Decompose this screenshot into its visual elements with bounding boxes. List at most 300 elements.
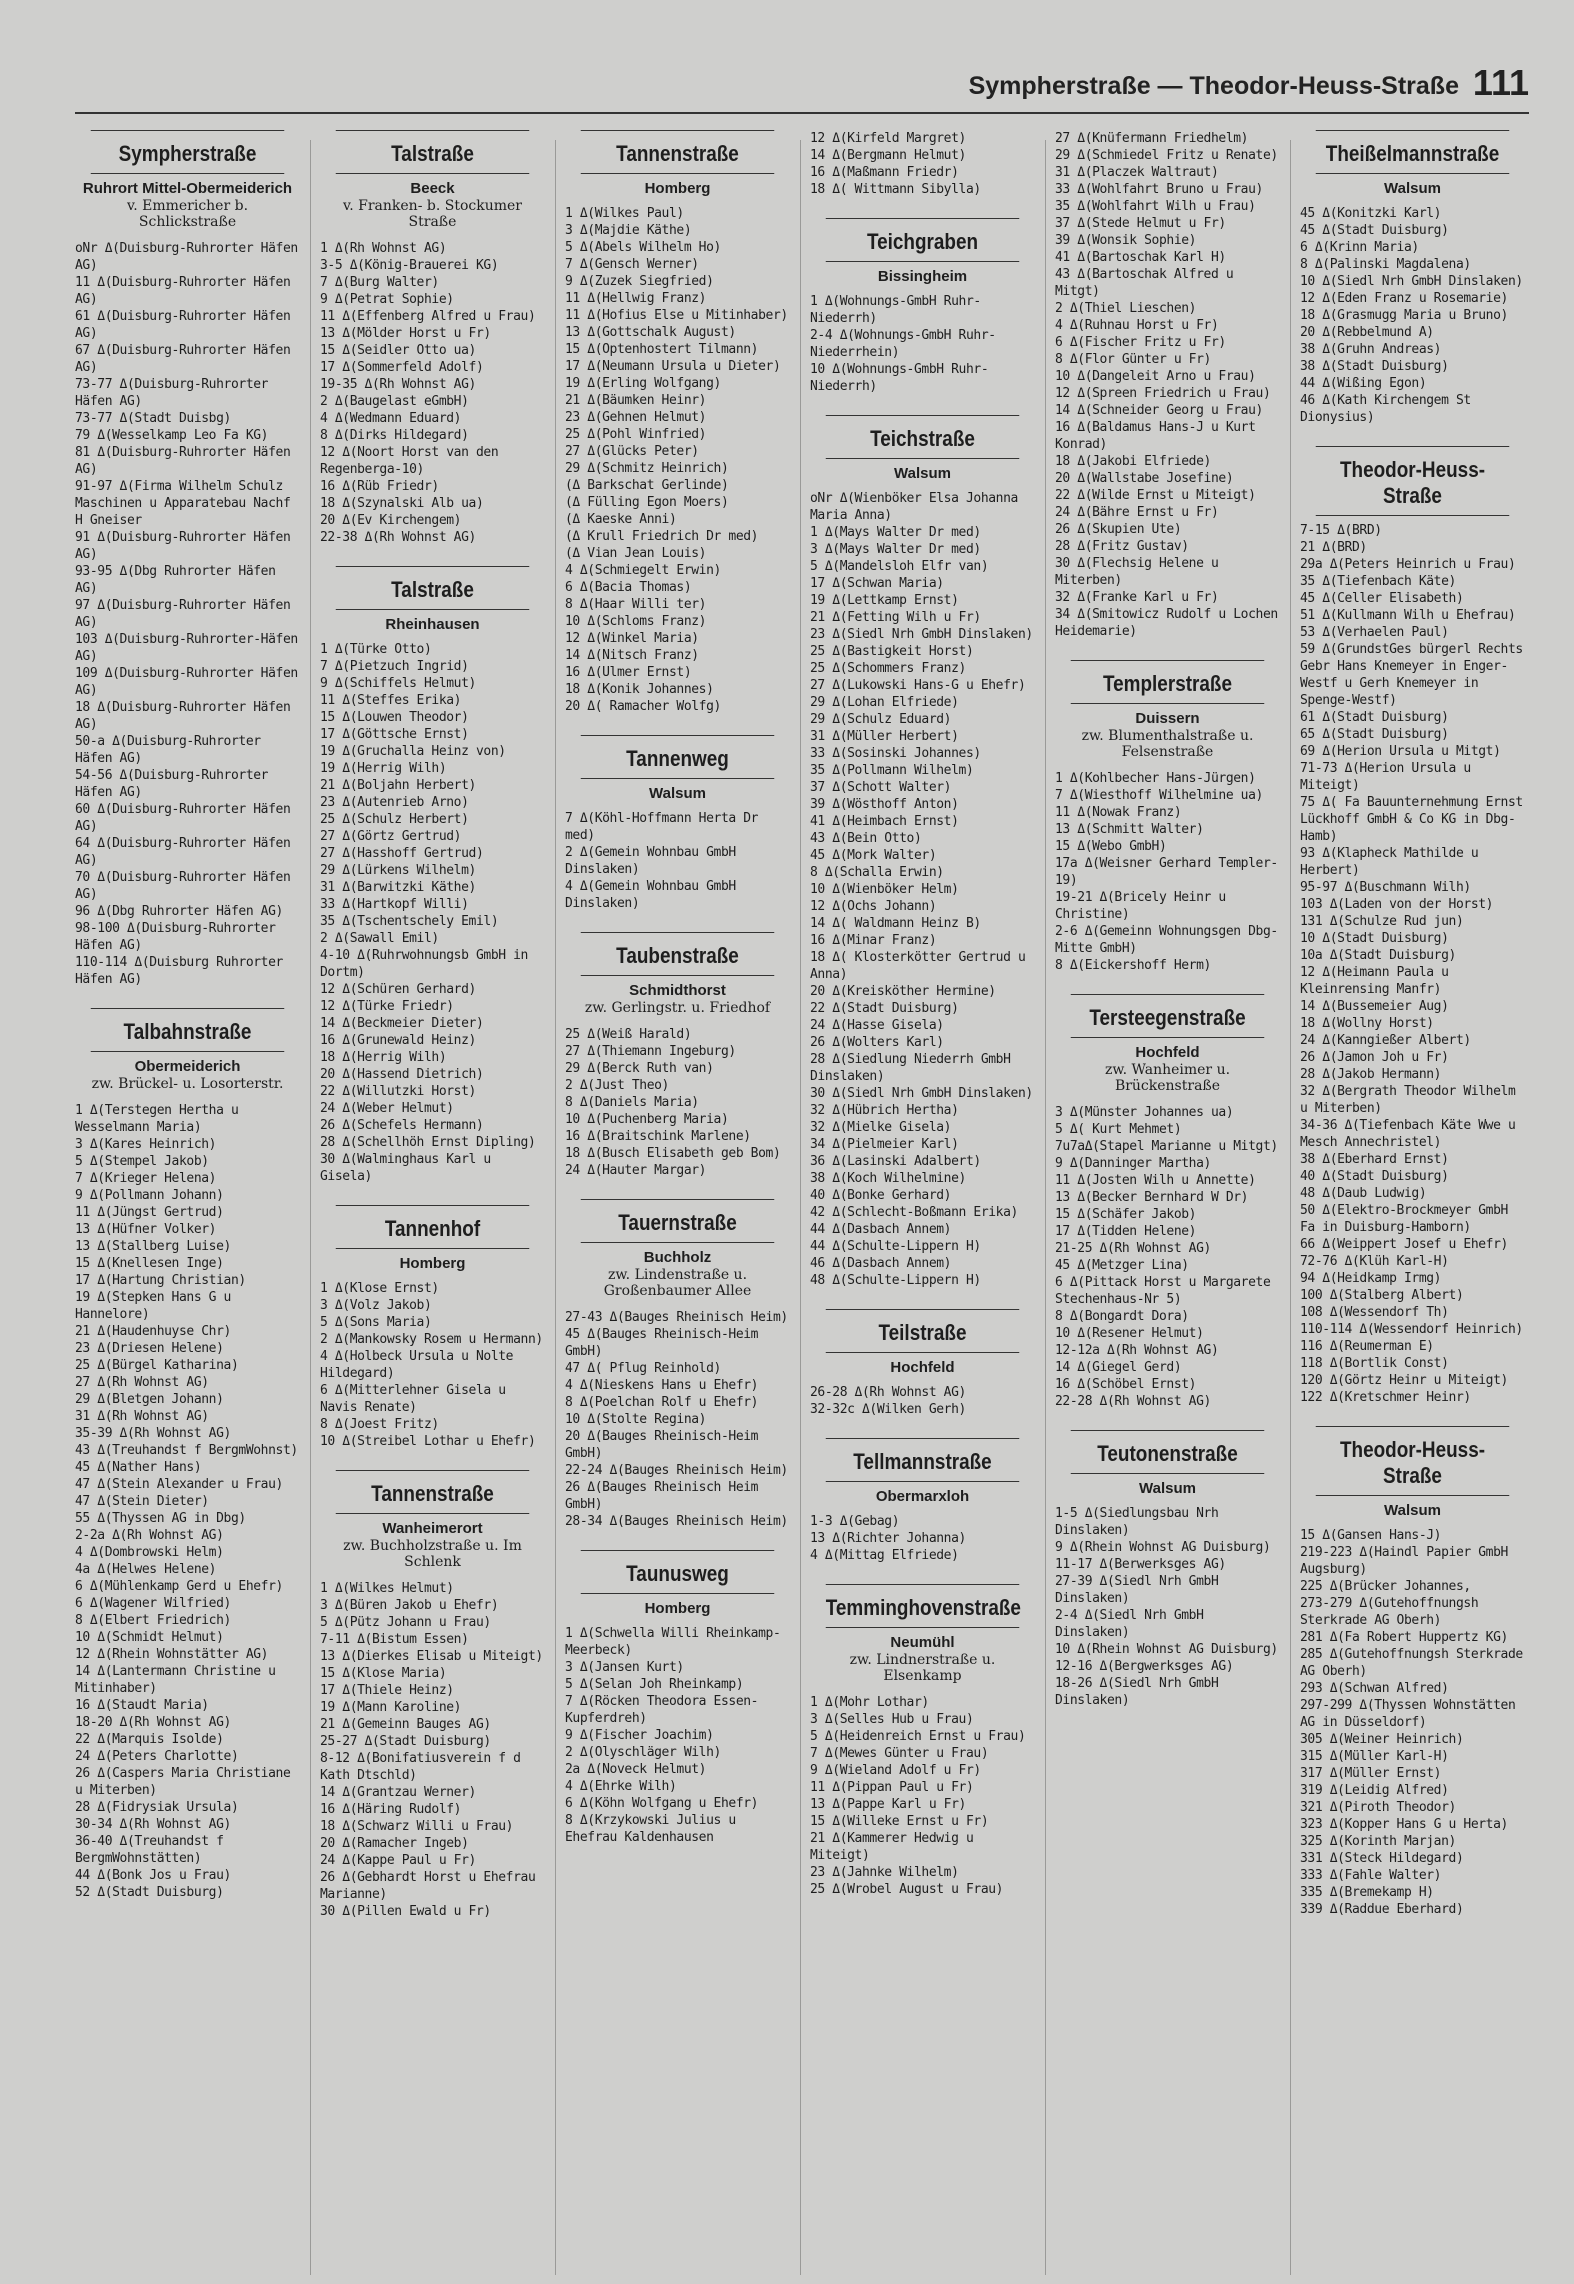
address-entry: 4 Δ(Wedmann Eduard) — [320, 411, 462, 426]
address-entry: 34 Δ(Smitowicz Rudolf u Lochen Heidemarie) — [1055, 607, 1278, 639]
address-entry: 1 Δ(Wilkes Paul) — [565, 206, 684, 221]
address-entry: 28 Δ(Fidrysiak Ursula) — [75, 1800, 239, 1815]
address-entry: 24 Δ(Weber Helmut) — [320, 1101, 454, 1116]
address-entry: 2 Δ(Mankowsky Rosem u Hermann) — [320, 1332, 543, 1347]
address-entry: 11 Δ(Steffes Erika) — [320, 693, 462, 708]
address-entry: 11 Δ(Josten Wilh u Annette) — [1055, 1173, 1256, 1188]
address-entry: 11 Δ(Duisburg-Ruhrorter Häfen AG) — [75, 275, 291, 307]
address-entry: 17 Δ(Sommerfeld Adolf) — [320, 360, 484, 375]
address-entry: 17 Δ(Hartung Christian) — [75, 1273, 246, 1288]
address-entry: 15 Δ(Optenhostert Tilmann) — [565, 342, 759, 357]
address-entry: 98-100 Δ(Duisburg-Ruhrorter Häfen AG) — [75, 921, 276, 953]
address-entry: 37 Δ(Schott Walter) — [810, 780, 952, 795]
address-entry: 2a Δ(Noveck Helmut) — [565, 1762, 707, 1777]
address-entry: 26 Δ(Bauges Rheinisch Heim GmbH) — [565, 1480, 759, 1512]
street-name: Tannenweg — [581, 735, 775, 779]
address-entry: 12 Δ(Heimann Paula u Kleinrensing Manfr) — [1300, 965, 1449, 997]
address-entry: 67 Δ(Duisburg-Ruhrorter Häfen AG) — [75, 343, 291, 375]
street-section — [810, 1309, 1035, 1418]
address-entry: 43 Δ(Treuhandst f BergmWohnst) — [75, 1443, 298, 1458]
street-section — [810, 415, 1035, 1289]
address-entry: 25 Δ(Pohl Winfried) — [565, 427, 707, 442]
address-entry: 1 Δ(Kohlbecher Hans-Jürgen) — [1055, 771, 1256, 786]
address-entry: 33 Δ(Wohlfahrt Bruno u Frau) — [1055, 182, 1263, 197]
address-entry: 19 Δ(Mann Karoline) — [320, 1700, 462, 1715]
address-entry: 29 Δ(Schmiedel Fritz u Renate) — [1055, 148, 1278, 163]
address-entry: 38 Δ(Stadt Duisburg) — [1300, 359, 1449, 374]
address-entry: 16 Δ(Häring Rudolf) — [320, 1802, 462, 1817]
address-entry: 7 Δ(Pietzuch Ingrid) — [320, 659, 469, 674]
street-name: Temminghovenstraße — [826, 1584, 1020, 1628]
address-entry: 30-34 Δ(Rh Wohnst AG) — [75, 1817, 231, 1832]
address-entry: 21 Δ(Bäumken Heinr) — [565, 393, 707, 408]
address-entry: 96 Δ(Dbg Ruhrorter Häfen AG) — [75, 904, 283, 919]
address-entry: 66 Δ(Weippert Josef u Ehefr) — [1300, 1237, 1508, 1252]
district-name: Ruhrort Mittel-Obermeiderich — [82, 180, 293, 197]
address-entry: 51 Δ(Kullmann Wilh u Ehefrau) — [1300, 608, 1516, 623]
address-entry: 22 Δ(Stadt Duisburg) — [810, 1001, 959, 1016]
address-entry: (Δ Barkschat Gerlinde) — [565, 478, 729, 493]
column-divider — [1045, 140, 1046, 2275]
street-range-note: v. Emmericher b. Schlickstraße — [126, 198, 249, 230]
address-entry: 27 Δ(Görtz Gertrud) — [320, 829, 462, 844]
street-section — [810, 1584, 1035, 1898]
address-entry: 15 Δ(Webo GmbH) — [1055, 839, 1167, 854]
address-entry: 1 Δ(Rh Wohnst AG) — [320, 241, 447, 256]
street-range-note: v. Franken- b. Stockumer Straße — [343, 198, 522, 230]
street-section — [810, 1438, 1035, 1564]
address-entry: 61 Δ(Stadt Duisburg) — [1300, 710, 1449, 725]
address-entry: (Δ Fülling Egon Moers) — [565, 495, 729, 510]
address-entry: 6 Δ(Krinn Maria) — [1300, 240, 1419, 255]
street-name: Talstraße — [336, 566, 530, 610]
address-entry: 16 Δ(Baldamus Hans-J u Kurt Konrad) — [1055, 420, 1256, 452]
address-entry: 43 Δ(Bartoschak Alfred u Mitgt) — [1055, 267, 1234, 299]
address-entry: 35 Δ(Tiefenbach Käte) — [1300, 574, 1456, 589]
address-entry: 109 Δ(Duisburg-Ruhrorter Häfen AG) — [75, 666, 298, 698]
address-entry: 5 Δ( Kurt Mehmet) — [1055, 1122, 1182, 1137]
address-entry: 116 Δ(Reumerman E) — [1300, 1339, 1434, 1354]
address-entry: 13 Δ(Stallberg Luise) — [75, 1239, 231, 1254]
address-entry: 24 Δ(Peters Charlotte) — [75, 1749, 239, 1764]
address-entry: 28-34 Δ(Bauges Rheinisch Heim) — [565, 1514, 788, 1529]
column-divider — [555, 140, 556, 2275]
address-entry: 47 Δ( Pflug Reinhold) — [565, 1361, 721, 1376]
street-section — [1300, 130, 1525, 426]
address-entry: 22 Δ(Willutzki Horst) — [320, 1084, 476, 1099]
column-6 — [1300, 130, 1525, 2275]
address-entry: 35-39 Δ(Rh Wohnst AG) — [75, 1426, 231, 1441]
address-entry: 26 Δ(Jamon Joh u Fr) — [1300, 1050, 1449, 1065]
address-entry: 19 Δ(Erling Wolfgang) — [565, 376, 721, 391]
address-entry: 333 Δ(Fahle Walter) — [1300, 1868, 1442, 1883]
address-entry: 5 Δ(Mandelsloh Elfr van) — [810, 559, 989, 574]
address-entry: 9 Δ(Danninger Martha) — [1055, 1156, 1211, 1171]
address-entry: 13 Δ(Mölder Horst u Fr) — [320, 326, 491, 341]
address-entry: 16 Δ(Grunewald Heinz) — [320, 1033, 476, 1048]
street-section — [1300, 1426, 1525, 1918]
address-entry: 11 Δ(Pippan Paul u Fr) — [810, 1780, 974, 1795]
address-entry: 2-6 Δ(Gemeinn Wohnungsgen Dbg-Mitte GmbH) — [1055, 924, 1278, 956]
address-entry: 293 Δ(Schwan Alfred) — [1300, 1681, 1449, 1696]
address-entry: 2-2a Δ(Rh Wohnst AG) — [75, 1528, 224, 1543]
address-entry: 43 Δ(Bein Otto) — [810, 831, 922, 846]
address-entry: 18 Δ(Grasmugg Maria u Bruno) — [1300, 308, 1508, 323]
address-entry: 17 Δ(Göttsche Ernst) — [320, 727, 469, 742]
district-name: Homberg — [399, 1255, 466, 1272]
street-name: Teilstraße — [826, 1309, 1020, 1353]
address-entry: 7 Δ(Mewes Günter u Frau) — [810, 1746, 989, 1761]
address-entry: 9 Δ(Zuzek Siegfried) — [565, 274, 714, 289]
address-entry: 219-223 Δ(Haindl Papier GmbH Augsburg) — [1300, 1545, 1508, 1577]
address-entry: 18 Δ(Wollny Horst) — [1300, 1016, 1434, 1031]
address-entry: 59 Δ(GrundstGes bürgerl Rechts Gebr Hans Knemeyer in Enger-Westf u Gerh Knemeyer in Spenge-Westf) — [1300, 642, 1523, 708]
address-entry: 12 Δ(Winkel Maria) — [565, 631, 699, 646]
address-entry: 21 Δ(Kammerer Hedwig u Miteigt) — [810, 1831, 974, 1863]
district-name: Hochfeld — [890, 1359, 955, 1376]
column-1 — [75, 130, 300, 2275]
address-entry: 30 Δ(Walminghaus Karl u Gisela) — [320, 1152, 491, 1184]
address-entry: 26-28 Δ(Rh Wohnst AG) — [810, 1385, 966, 1400]
address-entry: 24 Δ(Hauter Margar) — [565, 1163, 707, 1178]
address-entry: 50-a Δ(Duisburg-Ruhrorter Häfen AG) — [75, 734, 261, 766]
address-entry: 10 Δ(Stadt Duisburg) — [1300, 931, 1449, 946]
address-entry: 10 Δ(Schloms Franz) — [565, 614, 707, 629]
address-entry: 6 Δ(Köhn Wolfgang u Ehefr) — [565, 1796, 759, 1811]
street-range-note: zw. Brückel- u. Losorterstr. — [91, 1076, 284, 1092]
address-entry: 44 Δ(Schulte-Lippern H) — [810, 1239, 981, 1254]
address-entry: 20 Δ( Ramacher Wolfg) — [565, 699, 721, 714]
column-2 — [320, 130, 545, 2275]
street-range-note: zw. Blumenthalstraße u. Felsenstraße — [1081, 728, 1254, 760]
address-entry: 26 Δ(Schefels Hermann) — [320, 1118, 484, 1133]
address-entry: 13 Δ(Hüfner Volker) — [75, 1222, 217, 1237]
address-entry: 29 Δ(Berck Ruth van) — [565, 1061, 714, 1076]
district-name: Duissern — [1135, 710, 1200, 727]
address-entry: 8 Δ(Haar Willi ter) — [565, 597, 707, 612]
address-entry: 31 Δ(Barwitzki Käthe) — [320, 880, 476, 895]
street-name: Tauernstraße — [581, 1199, 775, 1243]
address-entry: 21 Δ(Boljahn Herbert) — [320, 778, 476, 793]
address-entry: 5 Δ(Selan Joh Rheinkamp) — [565, 1677, 744, 1692]
address-entry: 25-27 Δ(Stadt Duisburg) — [320, 1734, 491, 1749]
address-entry: 19-21 Δ(Bricely Heinr u Christine) — [1055, 890, 1226, 922]
address-entry: 40 Δ(Bonke Gerhard) — [810, 1188, 952, 1203]
page-number: 111 — [1472, 62, 1529, 103]
address-entry: 14 Δ(Grantzau Werner) — [320, 1785, 476, 1800]
address-entry: 27-39 Δ(Siedl Nrh GmbH Dinslaken) — [1055, 1574, 1219, 1606]
street-section — [320, 566, 545, 1185]
address-entry: 273-279 Δ(Gutehoffnungsh Sterkrade AG Oberh) — [1300, 1596, 1479, 1628]
address-entry: 12 Δ(Noort Horst van den Regenberga-10) — [320, 445, 499, 477]
address-entry: 45 Δ(Mork Walter) — [810, 848, 937, 863]
address-entry: 20 Δ(Rebbelmund A) — [1300, 325, 1434, 340]
address-entry: 39 Δ(Wösthoff Anton) — [810, 797, 959, 812]
address-entry: 28 Δ(Jakob Hermann) — [1300, 1067, 1442, 1082]
address-entry: 9 Δ(Wieland Adolf u Fr) — [810, 1763, 981, 1778]
address-entry: 4 Δ(Holbeck Ursula u Nolte Hildegard) — [320, 1349, 514, 1381]
address-entry: 20 Δ(Ev Kirchengem) — [320, 513, 462, 528]
street-name: Theißelmannstraße — [1316, 130, 1510, 174]
address-entry: 2 Δ(Baugelast eGmbH) — [320, 394, 469, 409]
street-section — [1055, 130, 1280, 640]
street-section — [320, 1470, 545, 1920]
address-entry: 335 Δ(Bremekamp H) — [1300, 1885, 1434, 1900]
address-entry: 22 Δ(Marquis Isolde) — [75, 1732, 224, 1747]
column-divider — [1290, 140, 1291, 2275]
address-entry: 15 Δ(Seidler Otto ua) — [320, 343, 476, 358]
address-entry: 3 Δ(Kares Heinrich) — [75, 1137, 217, 1152]
address-entry: 95-97 Δ(Buschmann Wilh) — [1300, 880, 1471, 895]
column-divider — [310, 140, 311, 2275]
address-entry: 81 Δ(Duisburg-Ruhrorter Häfen AG) — [75, 445, 291, 477]
street-section — [810, 130, 1035, 198]
address-entry: 44 Δ(Wißing Egon) — [1300, 376, 1427, 391]
address-entry: 4 Δ(Nieskens Hans u Ehefr) — [565, 1378, 759, 1393]
address-entry: 6 Δ(Mühlenkamp Gerd u Ehefr) — [75, 1579, 283, 1594]
address-entry: 21-25 Δ(Rh Wohnst AG) — [1055, 1241, 1211, 1256]
district-name: Homberg — [644, 180, 711, 197]
address-entry: 5 Δ(Heidenreich Ernst u Frau) — [810, 1729, 1026, 1744]
address-entry: 91 Δ(Duisburg-Ruhrorter Häfen AG) — [75, 530, 291, 562]
address-entry: 46 Δ(Kath Kirchengem St Dionysius) — [1300, 393, 1471, 425]
address-entry: 8 Δ(Joest Fritz) — [320, 1417, 439, 1432]
address-entry: 16 Δ(Ulmer Ernst) — [565, 665, 692, 680]
address-entry: 9 Δ(Rhein Wohnst AG Duisburg) — [1055, 1540, 1271, 1555]
address-entry: 1-5 Δ(Siedlungsbau Nrh Dinslaken) — [1055, 1506, 1219, 1538]
address-entry: 21 Δ(Gemeinn Bauges AG) — [320, 1717, 491, 1732]
street-range-note: zw. Lindenstraße u. Großenbaumer Allee — [603, 1267, 752, 1299]
street-name: Teutonenstraße — [1071, 1430, 1265, 1474]
address-entry: 18 Δ( Wittmann Sibylla) — [810, 182, 981, 197]
address-entry: 1 Δ(Klose Ernst) — [320, 1281, 439, 1296]
address-entry: 45 Δ(Nather Hans) — [75, 1460, 202, 1475]
address-entry: 93-95 Δ(Dbg Ruhrorter Häfen AG) — [75, 564, 276, 596]
address-entry: 10 Δ(Puchenberg Maria) — [565, 1112, 729, 1127]
address-entry: 79 Δ(Wesselkamp Leo Fa KG) — [75, 428, 269, 443]
address-entry: 18 Δ(Szynalski Alb ua) — [320, 496, 484, 511]
address-entry: 6 Δ(Bacia Thomas) — [565, 580, 692, 595]
address-entry: 16 Δ(Braitschink Marlene) — [565, 1129, 751, 1144]
address-entry: 18 Δ(Herrig Wilh) — [320, 1050, 447, 1065]
address-entry: 3 Δ(Jansen Kurt) — [565, 1660, 684, 1675]
address-entry: 4-10 Δ(Ruhrwohnungsb GmbH in Dortm) — [320, 948, 528, 980]
address-entry: 6 Δ(Fischer Fritz u Fr) — [1055, 335, 1226, 350]
district-name: Hochfeld — [1135, 1044, 1200, 1061]
directory-columns — [75, 130, 1529, 2275]
address-entry: (Δ Vian Jean Louis) — [565, 546, 707, 561]
address-entry: 35 Δ(Pollmann Wilhelm) — [810, 763, 974, 778]
address-entry: 45 Δ(Metzger Lina) — [1055, 1258, 1189, 1273]
address-entry: 17 Δ(Tidden Helene) — [1055, 1224, 1197, 1239]
address-entry: 20 Δ(Bauges Rheinisch-Heim GmbH) — [565, 1429, 759, 1461]
address-entry: 4 Δ(Gemein Wohnbau GmbH Dinslaken) — [565, 879, 736, 911]
street-section — [75, 130, 300, 988]
address-entry: 15 Δ(Knellesen Inge) — [75, 1256, 224, 1271]
address-entry: 22-38 Δ(Rh Wohnst AG) — [320, 530, 476, 545]
district-name: Bissingheim — [877, 268, 968, 285]
address-entry: (Δ Kaeske Anni) — [565, 512, 677, 527]
address-entry: 10 Δ(Resener Helmut) — [1055, 1326, 1204, 1341]
address-entry: 8 Δ(Poelchan Rolf u Ehefr) — [565, 1395, 759, 1410]
address-entry: 10 Δ(Streibel Lothar u Ehefr) — [320, 1434, 536, 1449]
address-entry: 4a Δ(Helwes Helene) — [75, 1562, 217, 1577]
address-entry: 30 Δ(Flechsig Helene u Miterben) — [1055, 556, 1219, 588]
address-entry: 12 Δ(Schüren Gerhard) — [320, 982, 476, 997]
address-entry: 50 Δ(Elektro-Brockmeyer GmbH Fa in Duisburg-Hamborn) — [1300, 1203, 1508, 1235]
address-entry: 131 Δ(Schulze Rud jun) — [1300, 914, 1464, 929]
address-entry: 103 Δ(Duisburg-Ruhrorter-Häfen AG) — [75, 632, 298, 664]
address-entry: 18 Δ(Schwarz Willi u Frau) — [320, 1819, 514, 1834]
address-entry: 18 Δ(Jakobi Elfriede) — [1055, 454, 1211, 469]
address-entry: 25 Δ(Schulz Herbert) — [320, 812, 469, 827]
address-entry: 14 Δ(Bergmann Helmut) — [810, 148, 966, 163]
address-entry: 8 Δ(Schalla Erwin) — [810, 865, 944, 880]
address-entry: 3 Δ(Mays Walter Dr med) — [810, 542, 981, 557]
address-entry: 11 Δ(Nowak Franz) — [1055, 805, 1182, 820]
address-entry: 45 Δ(Konitzki Karl) — [1300, 206, 1442, 221]
address-entry: 24 Δ(Kappe Paul u Fr) — [320, 1853, 476, 1868]
district-name: Walsum — [1139, 1480, 1196, 1497]
address-entry: 7 Δ(Gensch Werner) — [565, 257, 699, 272]
district-name: Walsum — [1384, 180, 1441, 197]
address-entry: (Δ Krull Friedrich Dr med) — [565, 529, 759, 544]
address-entry: 29 Δ(Schmitz Heinrich) — [565, 461, 729, 476]
address-entry: 14 Δ(Giegel Gerd) — [1055, 1360, 1182, 1375]
address-entry: 20 Δ(Hassend Dietrich) — [320, 1067, 484, 1082]
address-entry: 27 Δ(Thiemann Ingeburg) — [565, 1044, 736, 1059]
address-entry: 55 Δ(Thyssen AG in Dbg) — [75, 1511, 246, 1526]
address-entry: 97 Δ(Duisburg-Ruhrorter Häfen AG) — [75, 598, 291, 630]
address-entry: 25 Δ(Schommers Franz) — [810, 661, 966, 676]
address-entry: 38 Δ(Koch Wilhelmine) — [810, 1171, 966, 1186]
address-entry: 31 Δ(Rh Wohnst AG) — [75, 1409, 209, 1424]
address-entry: 41 Δ(Heimbach Ernst) — [810, 814, 959, 829]
address-entry: 61 Δ(Duisburg-Ruhrorter Häfen AG) — [75, 309, 291, 341]
district-name: Obermeiderich — [134, 1058, 241, 1075]
address-entry: 15 Δ(Willeke Ernst u Fr) — [810, 1814, 989, 1829]
column-3 — [565, 130, 790, 2275]
address-entry: 14 Δ( Waldmann Heinz B) — [810, 916, 981, 931]
address-entry: 331 Δ(Steck Hildegard) — [1300, 1851, 1464, 1866]
address-entry: 18 Δ(Busch Elisabeth geb Bom) — [565, 1146, 781, 1161]
address-entry: 18-26 Δ(Siedl Nrh GmbH Dinslaken) — [1055, 1676, 1219, 1708]
address-entry: 1 Δ(Wilkes Helmut) — [320, 1581, 454, 1596]
street-range-note: zw. Gerlingstr. u. Friedhof — [584, 1000, 771, 1016]
address-entry: 1 Δ(Türke Otto) — [320, 642, 432, 657]
address-entry: 225 Δ(Brücker Johannes, — [1300, 1579, 1471, 1594]
address-entry: 24 Δ(Bähre Ernst u Fr) — [1055, 505, 1219, 520]
address-entry: 35 Δ(Tschentschely Emil) — [320, 914, 499, 929]
address-entry: 122 Δ(Kretschmer Heinr) — [1300, 1390, 1471, 1405]
address-entry: 71-73 Δ(Herion Ursula u Miteigt) — [1300, 761, 1471, 793]
address-entry: 36 Δ(Lasinski Adalbert) — [810, 1154, 981, 1169]
street-section — [565, 1199, 790, 1530]
address-entry: 281 Δ(Fa Robert Huppertz KG) — [1300, 1630, 1508, 1645]
address-entry: 21 Δ(Haudenhuyse Chr) — [75, 1324, 231, 1339]
address-entry: 18 Δ( Klosterkötter Gertrud u Anna) — [810, 950, 1026, 982]
address-entry: 25 Δ(Bürgel Katharina) — [75, 1358, 239, 1373]
address-entry: 27 Δ(Rh Wohnst AG) — [75, 1375, 209, 1390]
address-entry: 22-28 Δ(Rh Wohnst AG) — [1055, 1394, 1211, 1409]
address-entry: 13 Δ(Gottschalk August) — [565, 325, 736, 340]
address-entry: 94 Δ(Heidkamp Irmg) — [1300, 1271, 1442, 1286]
address-entry: 48 Δ(Daub Ludwig) — [1300, 1186, 1427, 1201]
address-entry: 8 Δ(Palinski Magdalena) — [1300, 257, 1471, 272]
street-name: Talstraße — [336, 130, 530, 174]
address-entry: 16 Δ(Maßmann Friedr) — [810, 165, 959, 180]
address-entry: 44 Δ(Bonk Jos u Frau) — [75, 1868, 231, 1883]
address-entry: 4 Δ(Dombrowski Helm) — [75, 1545, 224, 1560]
address-entry: 23 Δ(Siedl Nrh GmbH Dinslaken) — [810, 627, 1033, 642]
district-name: Walsum — [649, 785, 706, 802]
street-name: Tannenhof — [336, 1205, 530, 1249]
address-entry: 339 Δ(Raddue Eberhard) — [1300, 1902, 1464, 1917]
address-entry: 8 Δ(Flor Günter u Fr) — [1055, 352, 1211, 367]
address-entry: 23 Δ(Gehnen Helmut) — [565, 410, 707, 425]
street-section — [565, 130, 790, 715]
street-name: Theodor-Heuss-Straße — [1316, 1426, 1510, 1496]
district-name: Schmidthorst — [629, 982, 726, 999]
address-entry: 32 Δ(Bergrath Theodor Wilhelm u Miterben) — [1300, 1084, 1516, 1116]
address-entry: 23 Δ(Jahnke Wilhelm) — [810, 1865, 959, 1880]
address-entry: 18-20 Δ(Rh Wohnst AG) — [75, 1715, 231, 1730]
address-entry: 27 Δ(Glücks Peter) — [565, 444, 699, 459]
address-entry: 2 Δ(Just Theo) — [565, 1078, 669, 1093]
address-entry: 32 Δ(Franke Karl u Fr) — [1055, 590, 1219, 605]
street-section — [75, 1008, 300, 1901]
address-entry: 27 Δ(Lukowski Hans-G u Ehefr) — [810, 678, 1026, 693]
street-section — [565, 932, 790, 1179]
address-entry: 3 Δ(Volz Jakob) — [320, 1298, 432, 1313]
address-entry: 317 Δ(Müller Ernst) — [1300, 1766, 1442, 1781]
address-entry: 4 Δ(Schmiegelt Erwin) — [565, 563, 721, 578]
address-entry: 12 Δ(Kirfeld Margret) — [810, 131, 966, 146]
address-entry: 1 Δ(Schwella Willi Rheinkamp-Meerbeck) — [565, 1626, 781, 1658]
address-entry: 3 Δ(Selles Hub u Frau) — [810, 1712, 974, 1727]
address-entry: 22-24 Δ(Bauges Rheinisch Heim) — [565, 1463, 788, 1478]
address-entry: 2 Δ(Thiel Lieschen) — [1055, 301, 1197, 316]
address-entry: 319 Δ(Leidig Alfred) — [1300, 1783, 1449, 1798]
address-entry: 2-4 Δ(Siedl Nrh GmbH Dinslaken) — [1055, 1608, 1204, 1640]
address-entry: 11 Δ(Jüngst Gertrud) — [75, 1205, 224, 1220]
address-entry: 54-56 Δ(Duisburg-Ruhrorter Häfen AG) — [75, 768, 269, 800]
address-entry: 75 Δ( Fa Bauunternehmung Ernst Lückhoff GmbH & Co KG in Dbg-Hamb) — [1300, 795, 1523, 844]
street-name: Teichgraben — [826, 218, 1020, 262]
address-entry: 45 Δ(Bauges Rheinisch-Heim GmbH) — [565, 1327, 759, 1359]
address-entry: 34 Δ(Pielmeier Karl) — [810, 1137, 959, 1152]
street-range-note: zw. Buchholzstraße u. Im Schlenk — [343, 1538, 522, 1570]
address-entry: 315 Δ(Müller Karl-H) — [1300, 1749, 1449, 1764]
address-entry: 30 Δ(Pillen Ewald u Fr) — [320, 1904, 491, 1919]
address-entry: 15 Δ(Louwen Theodor) — [320, 710, 469, 725]
address-entry: 3-5 Δ(König-Brauerei KG) — [320, 258, 499, 273]
address-entry: 12 Δ(Ochs Johann) — [810, 899, 937, 914]
address-entry: 4 Δ(Ehrke Wilh) — [565, 1779, 677, 1794]
address-entry: 2 Δ(Sawall Emil) — [320, 931, 439, 946]
street-section — [320, 1205, 545, 1450]
street-section — [1055, 1430, 1280, 1709]
address-entry: 91-97 Δ(Firma Wilhelm Schulz Maschinen u Apparatebau Nachf H Gneiser — [75, 479, 291, 528]
address-entry: 5 Δ(Abels Wilhelm Ho) — [565, 240, 721, 255]
street-section — [320, 130, 545, 546]
address-entry: 7-15 Δ(BRD) — [1300, 523, 1382, 538]
address-entry: 13 Δ(Schmitt Walter) — [1055, 822, 1204, 837]
address-entry: 13 Δ(Dierkes Elisab u Miteigt) — [320, 1649, 543, 1664]
address-entry: 1 Δ(Mays Walter Dr med) — [810, 525, 981, 540]
address-entry: 38 Δ(Gruhn Andreas) — [1300, 342, 1442, 357]
address-entry: 11-17 Δ(Berwerksges AG) — [1055, 1557, 1226, 1572]
